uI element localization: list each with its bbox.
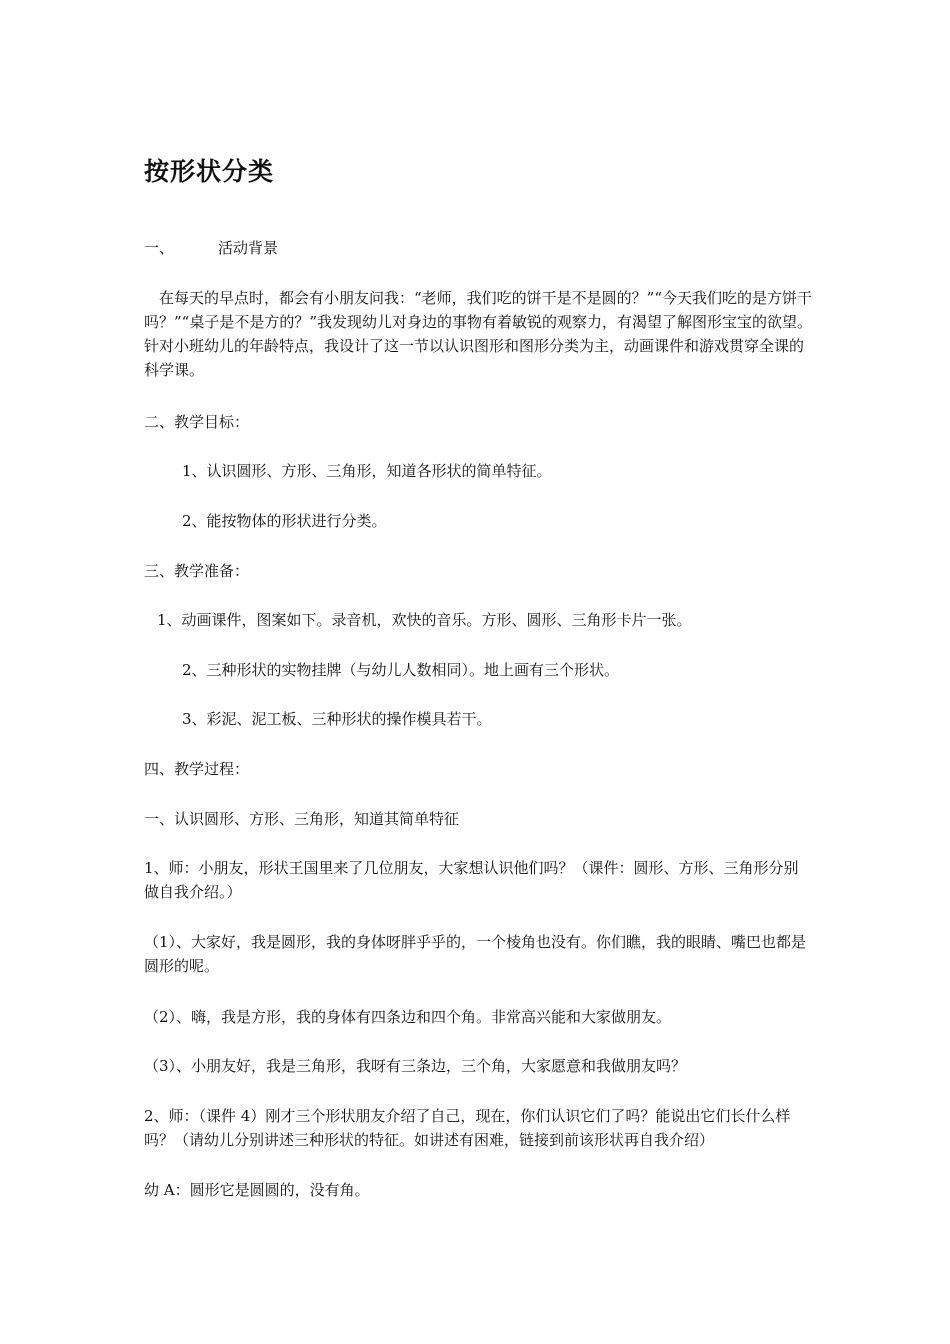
document-title: 按形状分类 [144,157,275,186]
prep-item-3: 3、彩泥、泥工板、三种形状的操作模具若干。 [182,710,492,728]
section1-title: 活动背景 [218,239,279,257]
section1-heading [144,236,814,260]
process-paragraph-2: 2、师：（课件 4）刚才三个形状朋友介绍了自己，现在，你们认识它们了吗？能说出它们长什么样吗？（请幼儿分别讲述三种形状的特征。如讲述有困难，链接到前该形状再自我介绍） [144,1107,791,1149]
process-paragraph-1: 1、师：小朋友，形状王国里来了几位朋友，大家想认识他们吗？（课件：圆形、方形、三角形分别做自我介绍。） [144,859,799,901]
child-answer-a: 幼 A：圆形它是圆圆的，没有角。 [144,1181,370,1199]
section2-heading: 二、教学目标： [144,413,250,431]
triangle-intro-paragraph: （3）、小朋友好，我是三角形，我呀有三条边，三个角，大家愿意和我做朋友吗？ [144,1057,687,1075]
goal-item-1: 1、认识圆形、方形、三角形，知道各形状的简单特征。 [182,462,552,480]
prep-item-1: 1、动画课件，图案如下。录音机，欢快的音乐。方形、圆形、三角形卡片一张。 [157,611,692,629]
process-subheading-1: 一、认识圆形、方形、三角形，知道其简单特征 [144,810,460,828]
goal-item-2: 2、能按物体的形状进行分类。 [182,512,387,530]
section4-heading: 四、教学过程： [144,760,250,778]
section1-body: 在每天的早点时，都会有小朋友问我：“老师，我们吃的饼干是不是圆的？”“今天我们吃的是方饼干吗？”“桌子是不是方的？”我发现幼儿对身边的事物有着敏锐的观察力，有渴望了解图形宝宝的欲望。针对小班幼儿的年龄特点，我设计了这一节以认识图形和图形分类为主，动画课件和游戏贯穿全课的科学课。 [144,289,813,379]
section1-number: 一、 [144,239,175,257]
square-intro-paragraph: （2）、嗨，我是方形，我的身体有四条边和四个角。非常高兴能和大家做朋友。 [144,1008,672,1026]
circle-intro-paragraph: （1）、大家好，我是圆形，我的身体呀胖乎乎的，一个棱角也没有。你们瞧，我的眼睛、嘴巴也都是圆形的呢。 [144,933,807,975]
section3-heading: 三、教学准备： [144,562,250,580]
prep-item-2: 2、三种形状的实物挂牌（与幼儿人数相同）。地上画有三个形状。 [182,661,620,679]
